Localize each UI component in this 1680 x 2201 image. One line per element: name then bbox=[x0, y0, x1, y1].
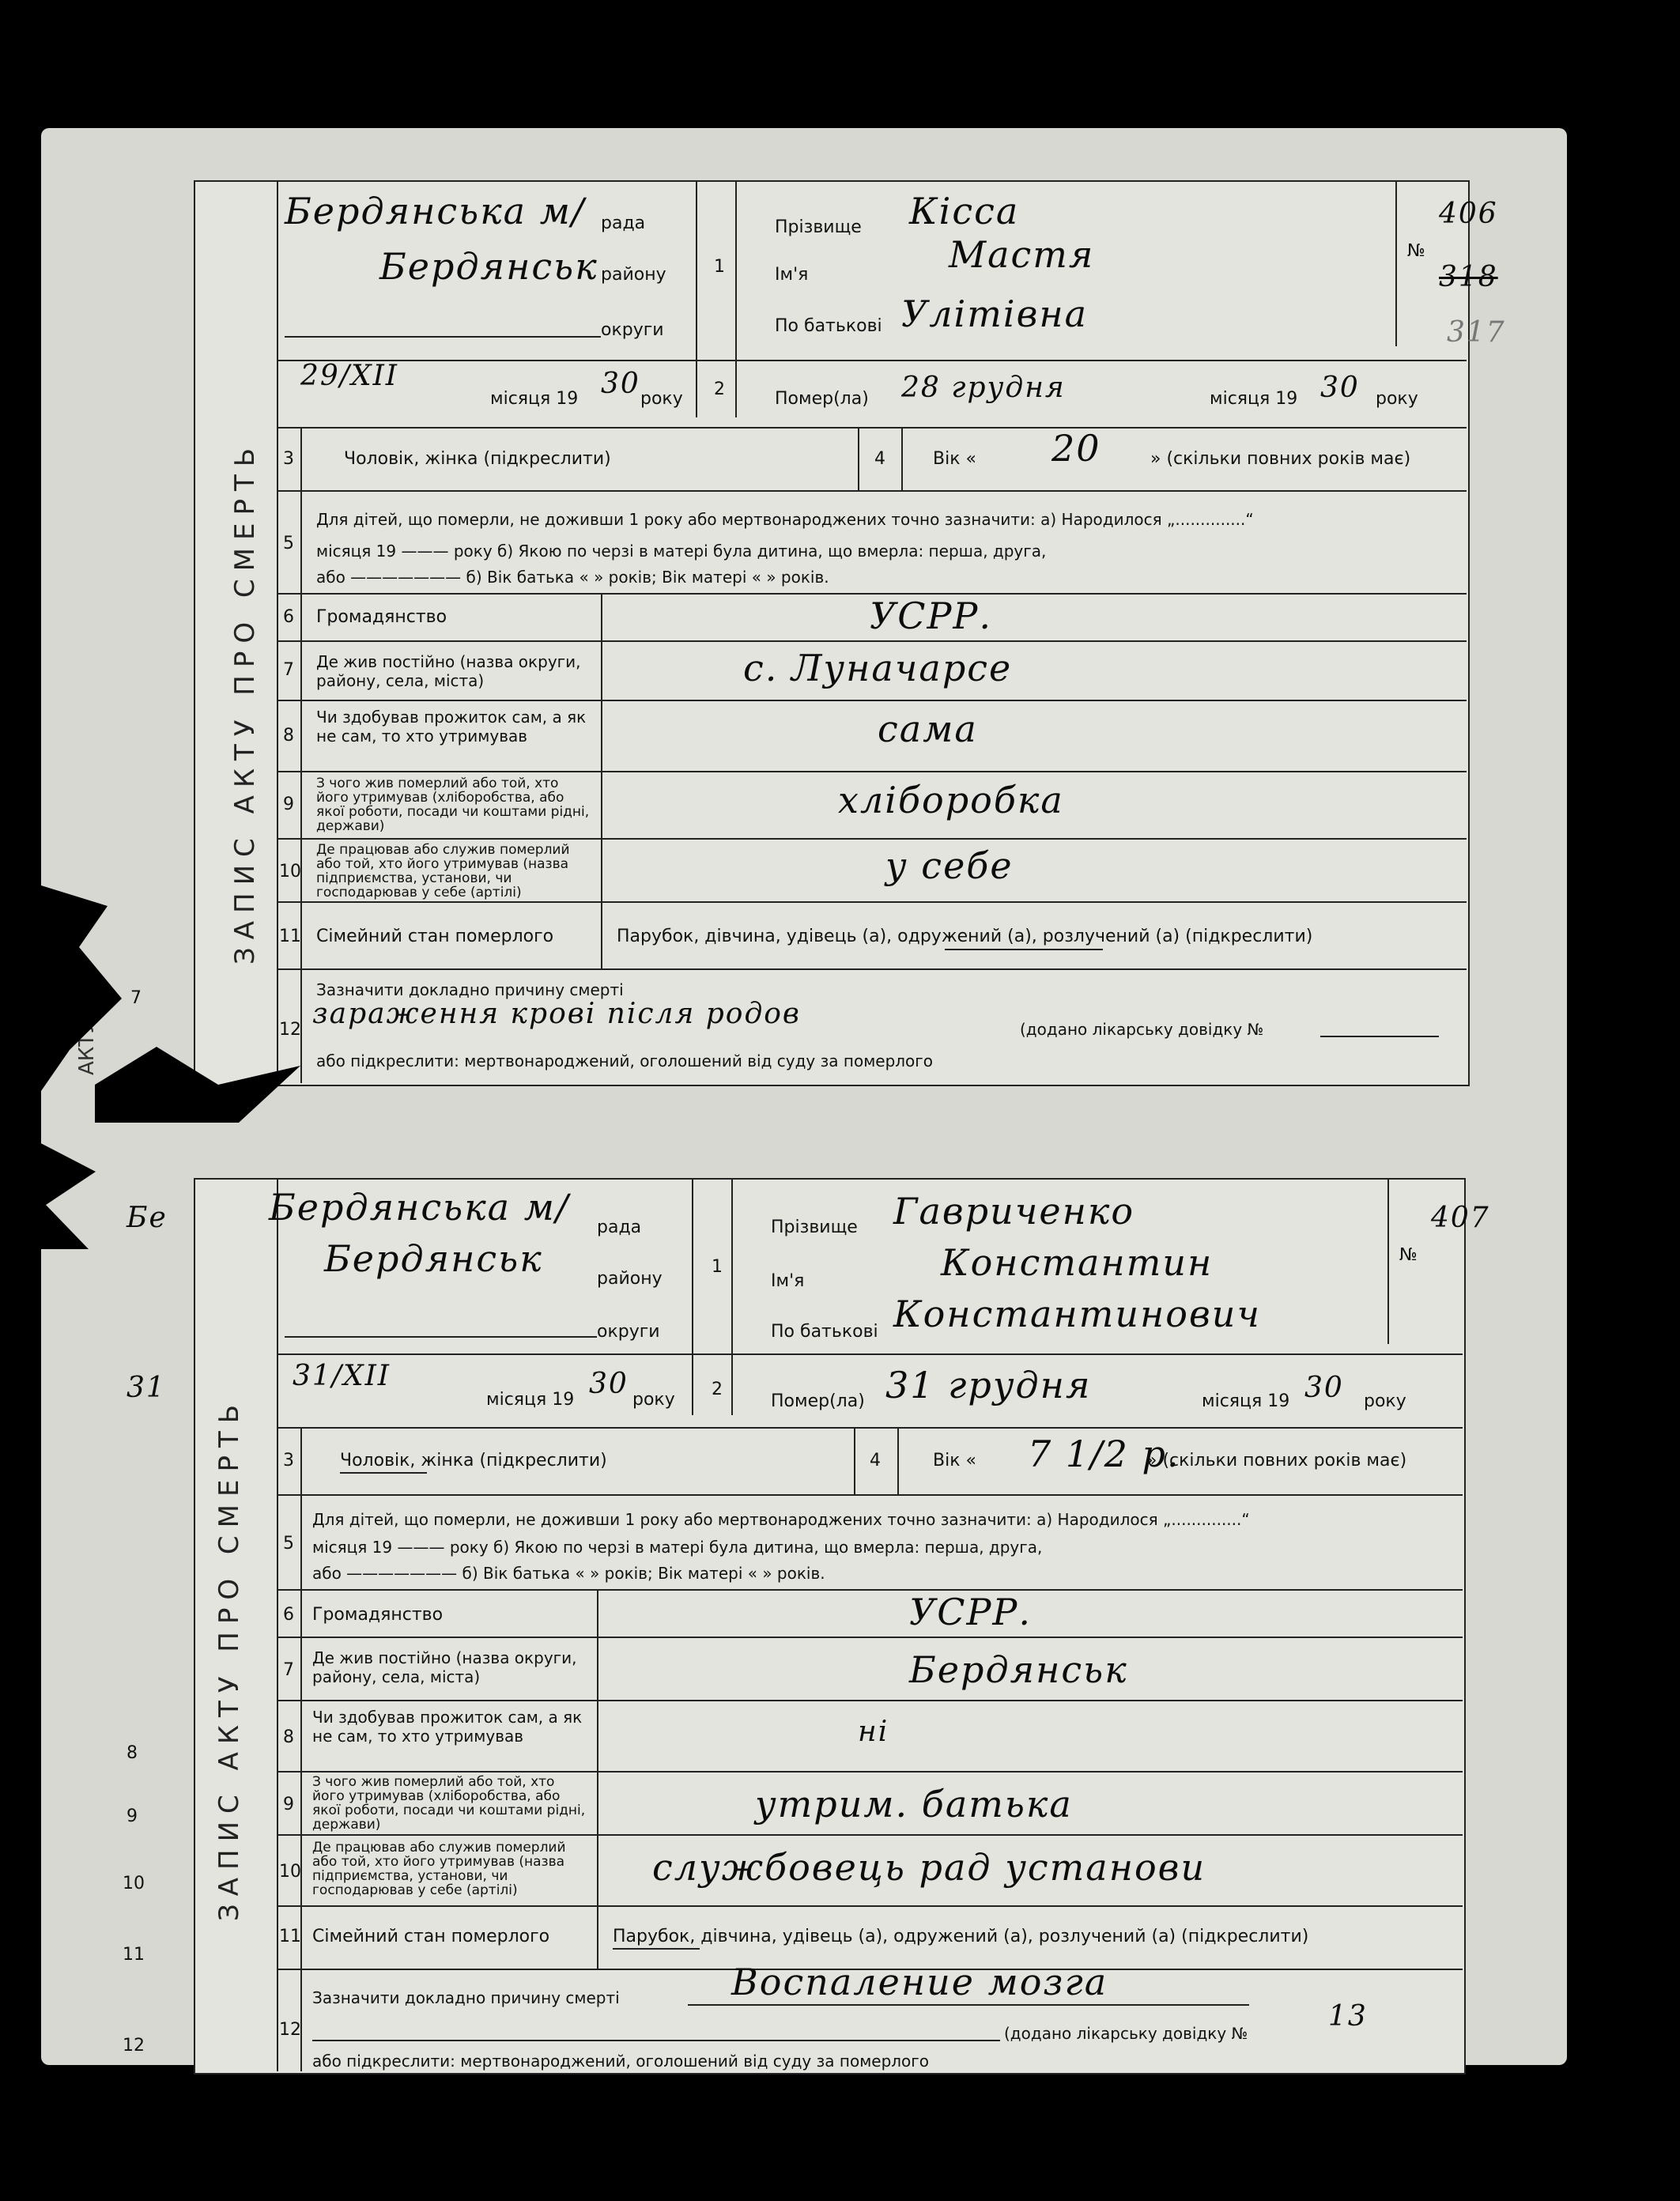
row-number: 9 bbox=[283, 1795, 294, 1814]
raion-label: району bbox=[597, 1269, 663, 1289]
surname-value: Кісса bbox=[909, 190, 1020, 232]
row-number: 1 bbox=[712, 1257, 723, 1277]
certificate-label: (додано лікарську довідку № bbox=[1020, 1020, 1264, 1039]
support-label: Чи здобував прожиток сам, а як не сам, то хто утримував bbox=[316, 708, 587, 746]
side-fragment: АКТУ bbox=[75, 1021, 99, 1075]
row-number: 8 bbox=[283, 1727, 294, 1747]
workplace-label: Де працював або служив померлий або той, хто його утримував (назва підприємства, установи, чи господарював у себе (артілі) bbox=[316, 842, 570, 900]
okruhy-label: округи bbox=[597, 1322, 660, 1342]
workplace-value: у себе bbox=[885, 844, 1014, 887]
surname-label: Прізвище bbox=[771, 1218, 858, 1237]
certificate-label: (додано лікарську довідку № bbox=[1004, 2024, 1248, 2043]
month-label: місяця 19 bbox=[490, 389, 579, 409]
children-line-3: або ——————— б) Вік батька « » років; Вік матері « » років. bbox=[312, 1564, 825, 1583]
citizenship-value: УСРР. bbox=[870, 595, 992, 637]
age-label: Вік « bbox=[933, 449, 976, 469]
patronymic-value: Улітівна bbox=[901, 293, 1089, 335]
side-title-2: ЗАПИС АКТУ ПРО СМЕРТЬ bbox=[213, 1396, 245, 1921]
row-number: 11 bbox=[279, 927, 301, 946]
patronymic-value: Константинович bbox=[893, 1293, 1261, 1335]
margin-fragment: 12 bbox=[123, 2036, 145, 2056]
died-day-value: 31 грудня bbox=[885, 1364, 1092, 1406]
residence-value: Бердянськ bbox=[909, 1648, 1128, 1691]
row-number: 2 bbox=[714, 379, 725, 399]
children-line-1: Для дітей, що померли, не доживши 1 року або мертвонароджених точно зазначити: а) Народилося „..............“ bbox=[316, 510, 1254, 529]
month-label: місяця 19 bbox=[486, 1390, 575, 1410]
died-year-value: 30 bbox=[1320, 372, 1360, 404]
died-label: Помер(ла) bbox=[771, 1391, 865, 1411]
livelihood-value: утрим. батька bbox=[755, 1783, 1073, 1825]
cause-label: Зазначити докладно причину смерті bbox=[316, 980, 624, 999]
stillborn-note: або підкреслити: мертвонароджений, оголошений від суду за померлого bbox=[312, 2052, 930, 2071]
marital-label: Сімейний стан померлого bbox=[312, 1927, 550, 1946]
row-number: 8 bbox=[283, 726, 294, 746]
record-number-crossed: 318 bbox=[1439, 261, 1498, 293]
citizenship-label: Громадянство bbox=[316, 607, 447, 627]
margin-fragment: 7 bbox=[130, 988, 142, 1008]
year-label: року bbox=[640, 389, 683, 409]
support-value: ні bbox=[858, 1716, 889, 1748]
died-year-label: року bbox=[1376, 389, 1418, 409]
row-number: 2 bbox=[712, 1380, 723, 1399]
died-year-value: 30 bbox=[1304, 1372, 1344, 1404]
row-number: 5 bbox=[283, 534, 294, 553]
age-suffix: » (скільки повних років має) bbox=[1150, 449, 1411, 469]
died-label: Помер(ла) bbox=[775, 389, 869, 409]
raion-value: Бердянськ bbox=[379, 245, 598, 288]
marital-options: Парубок, дівчина, удівець (а), одружений (а), розлучений (а) (підкреслити) bbox=[613, 1927, 1309, 1946]
row-number: 11 bbox=[279, 1927, 301, 1946]
row-number: 7 bbox=[283, 660, 294, 680]
livelihood-label: З чого жив померлий або той, хто його утримував (хліборобства, або якої роботи, посади чи коштами рідні, держави) bbox=[312, 1774, 586, 1833]
children-line-2: місяця 19 ——— року б) Якою по черзі в матері була дитина, що вмерла: перша, друга, bbox=[312, 1538, 1043, 1557]
margin-fragment: 11 bbox=[123, 1945, 145, 1965]
surname-value: Гавриченко bbox=[893, 1190, 1135, 1233]
row-number: 1 bbox=[714, 257, 725, 277]
raion-value: Бердянськ bbox=[324, 1237, 543, 1280]
residence-label: Де жив постійно (назва округи, району, села, міста) bbox=[316, 652, 581, 690]
died-year-label: року bbox=[1364, 1391, 1406, 1411]
record-number-faint: 317 bbox=[1447, 316, 1506, 349]
number-label: № bbox=[1399, 1245, 1418, 1265]
year-value: 30 bbox=[589, 1368, 629, 1400]
record-number: 406 bbox=[1439, 198, 1498, 230]
name-label: Ім'я bbox=[771, 1271, 805, 1291]
marital-label: Сімейний стан померлого bbox=[316, 927, 554, 946]
margin-fragment: 31 bbox=[126, 1372, 166, 1404]
surname-label: Прізвище bbox=[775, 217, 862, 237]
rada-value: Бердянська м/ bbox=[285, 190, 586, 232]
cause-label: Зазначити докладно причину смерті bbox=[312, 1988, 620, 2007]
support-label: Чи здобував прожиток сам, а як не сам, то хто утримував bbox=[312, 1708, 583, 1746]
row-number: 9 bbox=[283, 795, 294, 814]
died-month-label: місяця 19 bbox=[1202, 1391, 1290, 1411]
row-number: 10 bbox=[279, 1862, 301, 1882]
margin-fragment: 10 bbox=[123, 1874, 145, 1893]
certificate-number: 13 bbox=[1328, 2000, 1368, 2033]
date-value: 29/XII bbox=[300, 360, 399, 392]
workplace-label: Де працював або служив померлий або той, хто його утримував (назва підприємства, установи, чи господарював у себе (артілі) bbox=[312, 1840, 566, 1898]
age-value: 7 1/2 р. bbox=[1028, 1433, 1180, 1475]
gender-label: Чоловік, жінка (підкреслити) bbox=[344, 449, 611, 469]
marital-options: Парубок, дівчина, удівець (а), одружений (а), розлучений (а) (підкреслити) bbox=[617, 927, 1313, 946]
children-line-3: або ——————— б) Вік батька « » років; Вік матері « » років. bbox=[316, 568, 829, 587]
rada-value: Бердянська м/ bbox=[269, 1186, 570, 1229]
row-number: 12 bbox=[279, 1020, 301, 1040]
age-value: 20 bbox=[1051, 427, 1101, 470]
livelihood-label: З чого жив померлий або той, хто його утримував (хліборобства, або якої роботи, посади чи коштами рідні, держави) bbox=[316, 776, 590, 834]
row-number: 3 bbox=[283, 449, 294, 469]
citizenship-label: Громадянство bbox=[312, 1605, 444, 1625]
residence-value: с. Луначарсе bbox=[743, 647, 1013, 689]
year-label: року bbox=[632, 1390, 675, 1410]
row-number: 10 bbox=[279, 862, 301, 882]
row-number: 6 bbox=[283, 607, 294, 627]
date-value: 31/XII bbox=[293, 1360, 391, 1392]
patronymic-label: По батькові bbox=[775, 316, 882, 336]
name-label: Ім'я bbox=[775, 265, 809, 285]
children-line-2: місяця 19 ——— року б) Якою по черзі в матері була дитина, що вмерла: перша, друга, bbox=[316, 542, 1047, 561]
number-label: № bbox=[1407, 241, 1425, 261]
gender-label: Чоловік, жінка (підкреслити) bbox=[340, 1451, 607, 1470]
rada-label: рада bbox=[601, 213, 646, 233]
margin-fragment: 9 bbox=[126, 1806, 138, 1826]
rada-label: рада bbox=[597, 1218, 642, 1237]
support-value: сама bbox=[878, 708, 978, 750]
died-month-label: місяця 19 bbox=[1210, 389, 1298, 409]
row-number: 4 bbox=[870, 1451, 881, 1470]
age-label: Вік « bbox=[933, 1451, 976, 1470]
side-title-1: ЗАПИС АКТУ ПРО СМЕРТЬ bbox=[229, 440, 261, 965]
row-number: 6 bbox=[283, 1605, 294, 1625]
margin-fragment: 8 bbox=[126, 1743, 138, 1763]
year-value: 30 bbox=[601, 368, 640, 400]
patronymic-label: По батькові bbox=[771, 1322, 878, 1342]
stillborn-note: або підкреслити: мертвонароджений, оголошений від суду за померлого bbox=[316, 1051, 934, 1070]
age-suffix: » (скільки повних років має) bbox=[1146, 1451, 1407, 1470]
okruhy-label: округи bbox=[601, 320, 664, 340]
raion-label: району bbox=[601, 265, 666, 285]
workplace-value: службовець рад установи bbox=[652, 1846, 1206, 1889]
row-number: 4 bbox=[874, 449, 885, 469]
record-number: 407 bbox=[1431, 1202, 1490, 1234]
row-number: 12 bbox=[279, 2020, 301, 2040]
margin-fragment: Бе bbox=[126, 1202, 168, 1234]
row-number: 3 bbox=[283, 1451, 294, 1470]
row-number: 7 bbox=[283, 1660, 294, 1680]
children-line-1: Для дітей, що померли, не доживши 1 року або мертвонароджених точно зазначити: а) Народилося „..............“ bbox=[312, 1510, 1250, 1529]
died-day-value: 28 грудня bbox=[901, 372, 1066, 404]
livelihood-value: хліборобка bbox=[838, 779, 1064, 821]
residence-label: Де жив постійно (назва округи, району, села, міста) bbox=[312, 1648, 577, 1686]
citizenship-value: УСРР. bbox=[909, 1591, 1032, 1633]
name-value: Константин bbox=[941, 1241, 1214, 1284]
row-number: 5 bbox=[283, 1534, 294, 1554]
name-value: Мастя bbox=[949, 233, 1095, 276]
cause-value: Воспаление мозга bbox=[731, 1961, 1108, 2003]
cause-value: зараження крові після родов bbox=[312, 998, 801, 1030]
